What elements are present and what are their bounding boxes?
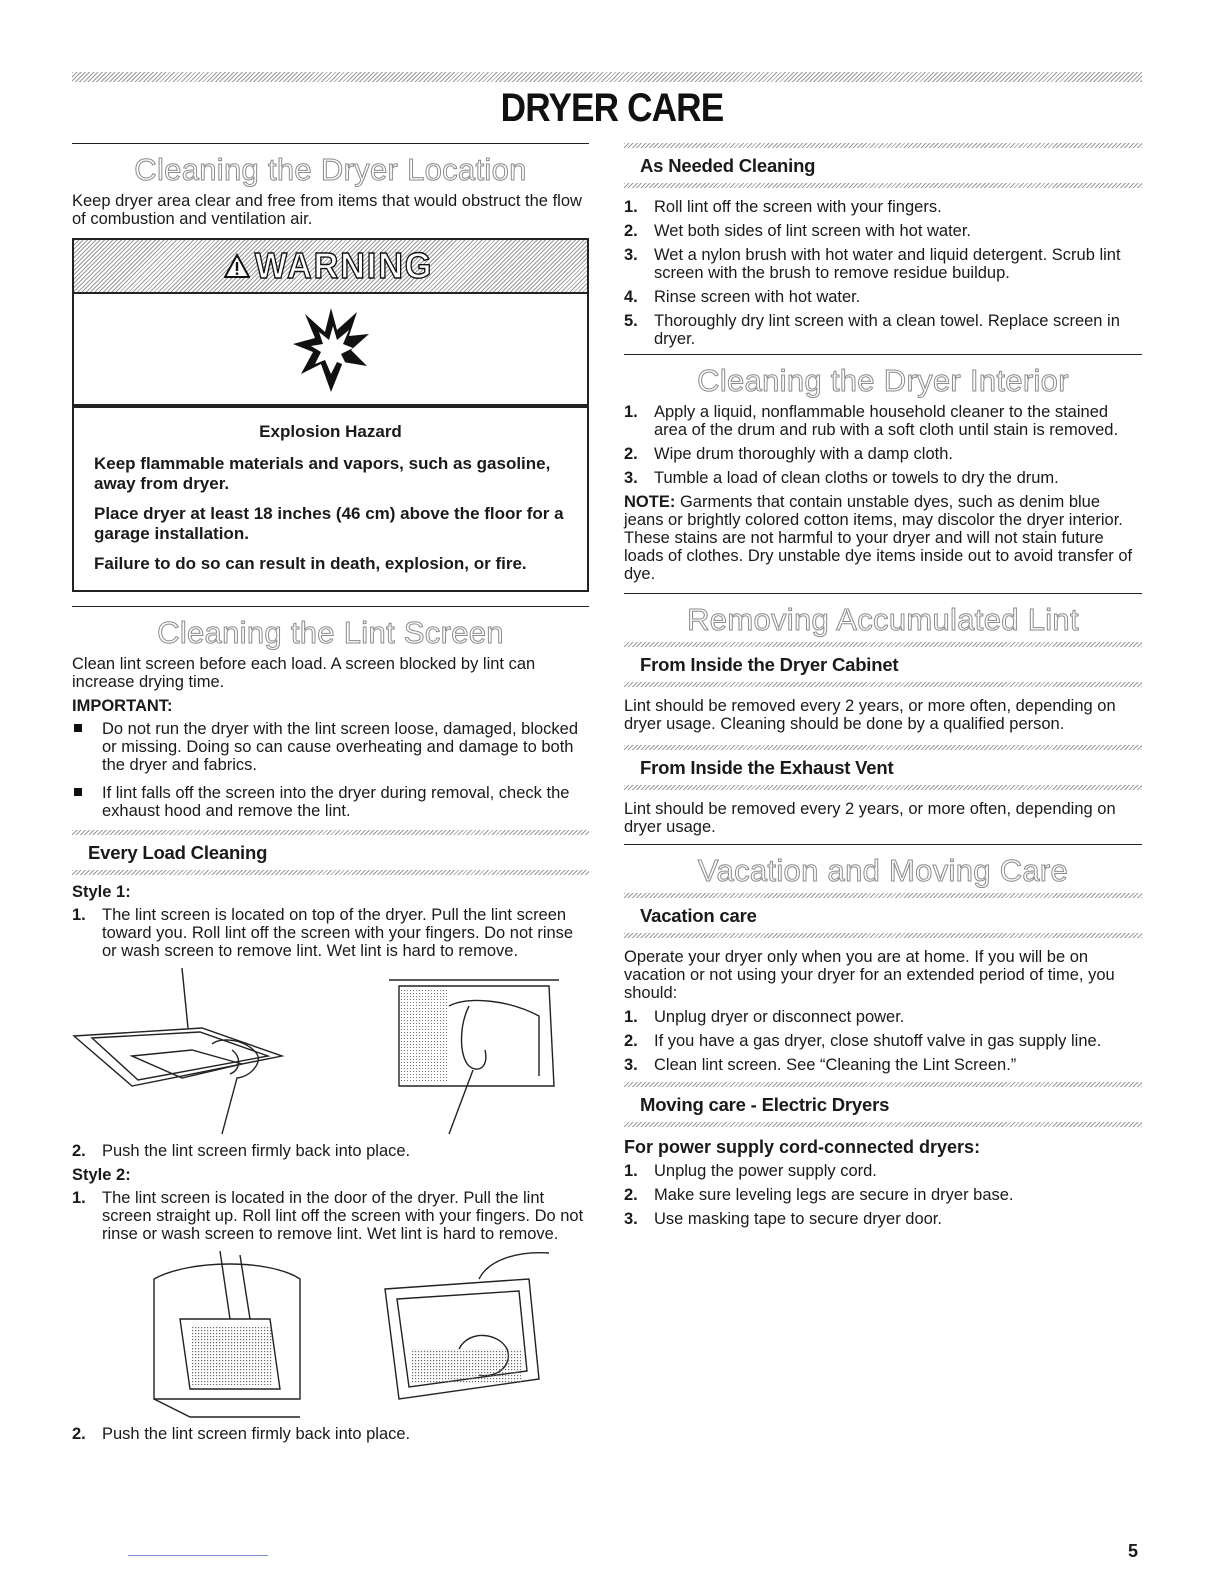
warning-body [74,408,587,590]
list-item: 1. The lint screen is located on top of the dryer. Pull the lint screen toward you. Roll lint off the screen with your fingers. Do not rinse or wash screen to remove lint. Wet lint is hard to remove. [72,906,574,960]
important-label: IMPORTANT: [72,697,173,715]
list-item: 5. Thoroughly dry lint screen with a clean towel. Replace screen in dryer. [624,312,1120,348]
section-title-location: Cleaning the Dryer Location [134,152,527,187]
divider [624,593,1142,594]
lint-screen-pull-illustration [389,966,589,1136]
list-item: 4. Rinse screen with hot water. [624,288,861,306]
vent-text: Lint should be removed every 2 years, or more often, depending on dryer usage. [624,800,1116,836]
style1-steps [72,906,589,960]
warning-line: Failure to do so can result in death, explosion, or fire. [94,554,527,573]
subheader-title: From Inside the Dryer Cabinet [640,654,899,675]
explosion-icon-area [74,294,587,408]
subheader-moving-care [624,1082,1142,1127]
warning-triangle-icon [224,253,250,279]
bullet-icon [74,724,82,732]
section-title-accumulated-lint: Removing Accumulated Lint [687,602,1079,637]
list-item: 2. Push the lint screen firmly back into place. [72,1142,411,1160]
style2-steps [72,1189,589,1243]
style2-steps-continued [72,1425,589,1443]
divider [72,143,589,144]
warning-header [74,240,587,294]
lint-screen-door-pull-illustration [379,1249,559,1419]
style1-steps-continued [72,1142,589,1160]
section-title-lint-screen: Cleaning the Lint Screen [157,615,504,650]
subheader-every-load [72,830,589,875]
subheader-dryer-cabinet [624,642,1142,687]
subheader-title: Vacation care [640,905,757,926]
lint-screen-door-illustration [150,1249,320,1419]
vacation-text: Operate your dryer only when you are at home. If you will be on vacation or not using your dryer for an extended period of time, you should: [624,948,1115,1002]
warning-line: Keep flammable materials and vapors, such as gasoline, away from dryer. [94,454,551,493]
divider [72,606,589,607]
divider [624,844,1142,845]
page-number: 5 [1128,1541,1139,1561]
style2-illustrations [72,1249,589,1419]
style2-label: Style 2: [72,1166,131,1184]
list-item: 1. Roll lint off the screen with your fingers. [624,198,942,216]
list-item: 1. Unplug dryer or disconnect power. [624,1008,905,1026]
list-item: 3. Clean lint screen. See “Cleaning the Lint Screen.” [624,1056,1017,1074]
divider [624,354,1142,355]
subheader-title: Every Load Cleaning [88,842,268,863]
interior-note: NOTE: Garments that contain unstable dyes, such as denim blue jeans or brightly colored cotton items, may discolor the dryer interior. These stains are not harmful to your dryer and will not stain future loads of clothes. Dry unstable dye items inside out to avoid transfer of dye. [624,493,1133,583]
subheader-as-needed [624,143,1142,188]
explosion-icon [291,304,371,394]
moving-subheading: For power supply cord-connected dryers: [624,1137,981,1157]
page-title: DRYER CARE [500,86,724,130]
warning-label: WARNING [254,245,433,286]
list-item: 1. Unplug the power supply cord. [624,1162,877,1180]
top-decorative-bar [72,72,1142,82]
list-item: 2. Wet both sides of lint screen with hot water. [624,222,972,240]
list-item: 3. Tumble a load of clean cloths or towels to dry the drum. [624,469,1059,487]
lint-text: Clean lint screen before each load. A screen blocked by lint can increase drying time. [72,655,536,691]
subheader-title: As Needed Cleaning [640,155,816,176]
left-column [72,143,589,1449]
important-list [72,720,589,820]
subheader-title: Moving care - Electric Dryers [640,1094,890,1115]
style1-illustrations [72,966,589,1136]
list-item: 2. Push the lint screen firmly back into place. [72,1425,411,1443]
list-item: 2. If you have a gas dryer, close shutoff valve in gas supply line. [624,1032,1102,1050]
list-item: 3. Wet a nylon brush with hot water and liquid detergent. Scrub lint screen with the brush to remove residue buildup. [624,246,1121,282]
list-item: 2. Make sure leveling legs are secure in dryer base. [624,1186,1014,1204]
section-title-interior: Cleaning the Dryer Interior [697,363,1069,398]
style1-label: Style 1: [72,883,131,901]
as-needed-steps [624,198,1142,348]
subheader-title: From Inside the Exhaust Vent [640,757,894,778]
warning-box [72,238,589,592]
list-item: If lint falls off the screen into the dryer during removal, check the exhaust hood and remove the lint. [72,784,589,820]
list-item: Do not run the dryer with the lint screen loose, damaged, blocked or missing. Doing so can cause overheating and damage to both the dryer and fabrics. [72,720,589,774]
warning-hazard: Explosion Hazard [259,422,402,441]
lint-screen-top-illustration [72,966,292,1136]
warning-line: Place dryer at least 18 inches (46 cm) above the floor for a garage installation. [94,504,564,543]
right-column [624,143,1142,1234]
bullet-icon [74,788,82,796]
location-text: Keep dryer area clear and free from items that would obstruct the flow of combustion and ventilation air. [72,192,582,228]
subheader-exhaust-vent [624,745,1142,790]
list-item: 1. The lint screen is located in the door of the dryer. Pull the lint screen straight up. Roll lint off the screen with your fingers. Do not rinse or wash screen to remove lint. Wet lint is hard to remove. [72,1189,584,1243]
subheader-vacation-care [624,893,1142,938]
cabinet-text: Lint should be removed every 2 years, or more often, depending on dryer usage. Cleaning should be done by a qualified person. [624,697,1116,733]
list-item: 2. Wipe drum thoroughly with a damp cloth. [624,445,953,463]
moving-steps [624,1162,1142,1228]
list-item: 3. Use masking tape to secure dryer door. [624,1210,942,1228]
footer-line [128,1555,268,1556]
list-item: 1. Apply a liquid, nonflammable household cleaner to the stained area of the drum and rub with a soft cloth until stain is removed. [624,403,1119,439]
interior-steps [624,403,1142,487]
vacation-steps [624,1008,1142,1074]
section-title-vacation: Vacation and Moving Care [697,853,1069,888]
